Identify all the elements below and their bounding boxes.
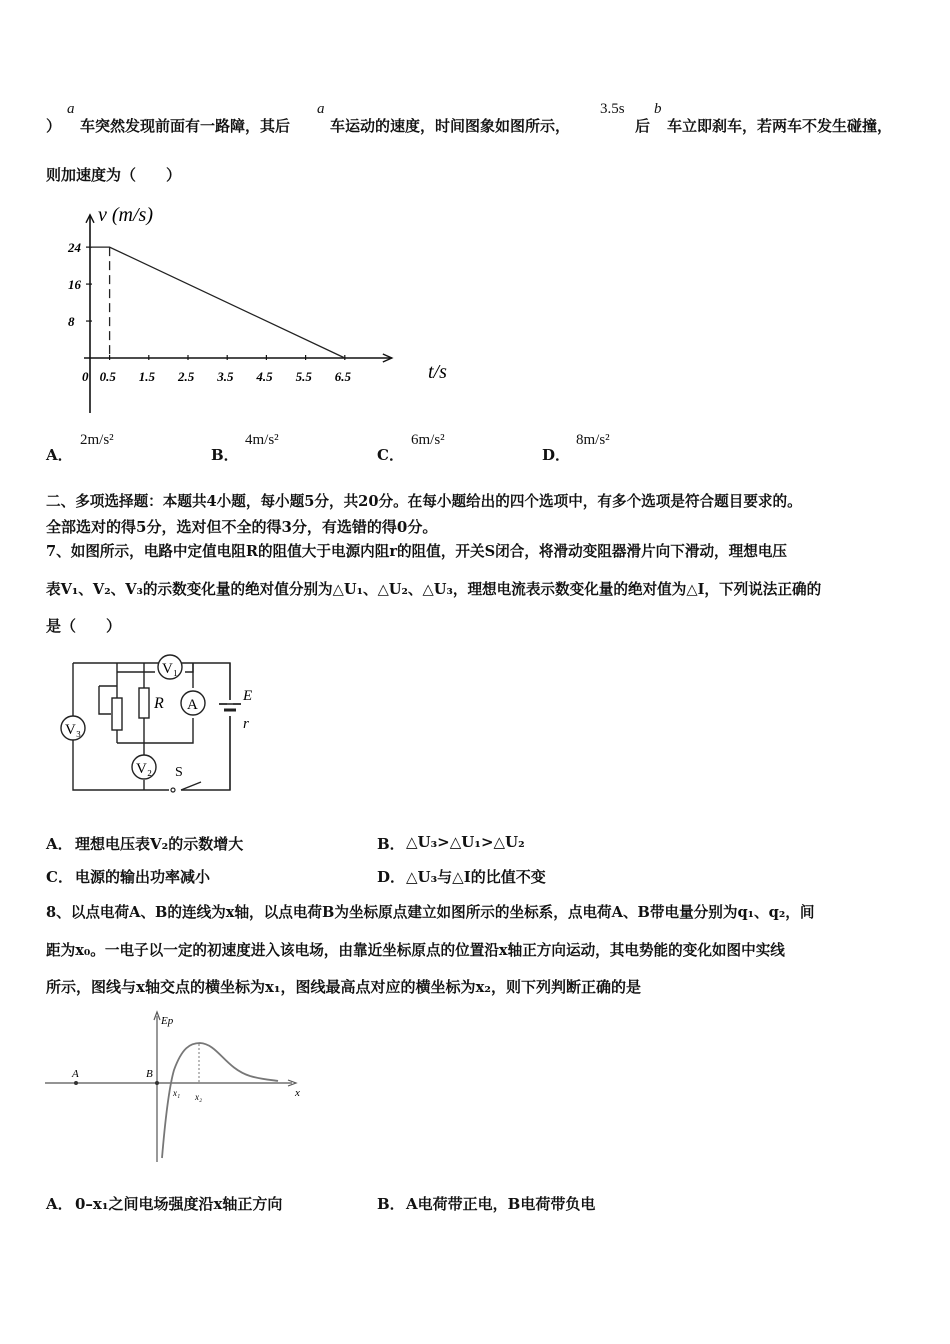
chart-x-tick-label-1.5: 1.5	[138, 369, 156, 384]
chart-y-ticks	[67, 240, 92, 329]
section-2-line-2: 全部选对的得5分，选对但不全的得3分，有选错的得0分。	[46, 518, 438, 536]
q7-option-a-text[interactable]: 理想电压表V₂的示数增大	[75, 835, 244, 853]
circuit-label-a: A	[187, 697, 198, 713]
circuit-label-r-internal: r	[243, 716, 249, 732]
circuit-label-e: E	[243, 688, 253, 704]
q6-option-c-value[interactable]: 6m/s²	[411, 432, 445, 448]
q6-option-b-value[interactable]: 4m/s²	[245, 432, 279, 448]
q6-var-a: a	[67, 101, 75, 117]
graph-label-x: x	[295, 1087, 300, 1099]
section-2-line-1: 二、多项选择题：本题共4小题，每小题5分，共20分。在每小题给出的四个选项中，有多个选项是符合题目要求的。	[46, 493, 802, 510]
q7-line-1: 7、如图所示，电路中定值电阻R的阻值大于电源内阻r的阻值，开关S闭合，将滑动变阻器滑片向下滑动，理想电压	[46, 543, 788, 560]
circuit-wire-rheostat	[117, 672, 144, 743]
circuit-label-r: R	[154, 695, 164, 712]
chart-x-tick-label-5.5: 5.5	[295, 369, 312, 384]
vt-chart	[60, 195, 480, 420]
graph-label-b: B	[146, 1068, 153, 1080]
q6-option-a-letter: A．	[46, 446, 73, 464]
q6-text-3: 后	[635, 117, 651, 135]
q8-line-3: 所示，图线与x轴交点的横坐标为x₁，图线最高点对应的横坐标为x₂，则下列判断正确的是	[46, 978, 641, 996]
q7-option-d-letter: D．	[377, 868, 406, 886]
q7-option-c-text[interactable]: 电源的输出功率减小	[75, 868, 211, 886]
q8-option-b-text[interactable]: A电荷带正电，B电荷带负电	[406, 1195, 596, 1213]
rheostat-slider	[99, 686, 111, 714]
chart-y-tick-label-16: 16	[68, 277, 81, 293]
resistor-body	[139, 688, 149, 718]
chart-series-line	[90, 247, 345, 358]
q6-text-2: 车运动的速度，时间图象如图所示，	[330, 117, 571, 135]
circuit-label-v1: V₁	[162, 661, 179, 677]
q7-option-b-letter: B．	[377, 835, 405, 853]
ep-curve	[162, 1043, 278, 1158]
graph-label-x1: x₁	[173, 1088, 181, 1098]
ep-x-graph	[40, 1010, 320, 1170]
q7-option-c-letter: C．	[46, 868, 73, 886]
chart-x-tick-label-4.5: 4.5	[256, 369, 273, 384]
q8-line-1: 8、以点电荷A、B的连线为x轴，以点电荷B为坐标原点建立如图所示的坐标系，点电荷A、B带电量分别为q₁、q₂，间	[46, 904, 815, 921]
q6-option-d-letter: D．	[542, 446, 571, 464]
q7-line-3: 是（ ）	[46, 617, 122, 635]
q6-paren: ）	[46, 117, 62, 135]
chart-x-ticks	[82, 355, 352, 384]
chart-y-tick-label-24: 24	[68, 240, 81, 256]
q8-line-2: 距为x₀。一电子以一定的初速度进入该电场，由靠近坐标原点的位置沿x轴正方向运动，其电势能的变化如图中实线	[46, 942, 785, 959]
chart-y-label: v (m/s)	[98, 204, 153, 226]
switch-contact	[171, 788, 175, 792]
chart-x-label: t/s	[428, 361, 447, 383]
q6-line-2: 则加速度为（ ）	[46, 166, 182, 184]
circuit-diagram	[55, 650, 265, 800]
circuit-label-v2: V₂	[136, 761, 153, 777]
chart-x-tick-label-0.5: 0.5	[99, 369, 116, 384]
chart-x-tick-label-3.5: 3.5	[217, 369, 234, 384]
q7-option-b-text[interactable]: △U₃>△U₁>△U₂	[406, 833, 525, 851]
circuit-label-s: S	[175, 765, 183, 780]
q6-time: 3.5s	[600, 101, 625, 117]
q6-var-a2: a	[317, 101, 325, 117]
q6-option-d-value[interactable]: 8m/s²	[576, 432, 610, 448]
point-b-dot	[155, 1081, 159, 1085]
q6-option-b-letter: B．	[211, 446, 239, 464]
chart-x-tick-label-0: 0	[82, 369, 89, 384]
q6-option-a-value[interactable]: 2m/s²	[80, 432, 114, 448]
chart-y-tick-label-8: 8	[68, 314, 75, 330]
q8-option-a-letter: A．	[46, 1195, 73, 1213]
q6-text-1: 车突然发现前面有一路障，其后	[80, 117, 291, 135]
graph-label-x2: x₂	[195, 1092, 203, 1102]
point-a-dot	[74, 1081, 78, 1085]
circuit-label-v3: V₃	[65, 722, 82, 738]
q7-line-2: 表V₁、V₂、V₃的示数变化量的绝对值分别为△U₁、△U₂、△U₃，理想电流表示数变化量的绝对值为△I，下列说法正确的	[46, 581, 822, 598]
rheostat-body	[112, 698, 122, 730]
q8-option-b-letter: B．	[377, 1195, 405, 1213]
q8-option-a-text[interactable]: 0–x₁之间电场强度沿x轴正方向	[75, 1195, 283, 1213]
q7-option-d-text[interactable]: △U₃与△I的比值不变	[406, 868, 546, 886]
q7-option-a-letter: A．	[46, 835, 73, 853]
chart-series	[90, 247, 345, 358]
q6-var-b: b	[654, 101, 662, 117]
q6-text-4: 车立即刹车，若两车不发生碰撞，	[667, 117, 893, 135]
graph-label-a: A	[72, 1068, 79, 1080]
chart-x-tick-label-6.5: 6.5	[334, 369, 352, 384]
q6-option-c-letter: C．	[377, 446, 404, 464]
switch-lever	[181, 782, 201, 790]
chart-x-tick-label-2.5: 2.5	[178, 369, 195, 384]
graph-label-ep: Ep	[161, 1015, 174, 1027]
